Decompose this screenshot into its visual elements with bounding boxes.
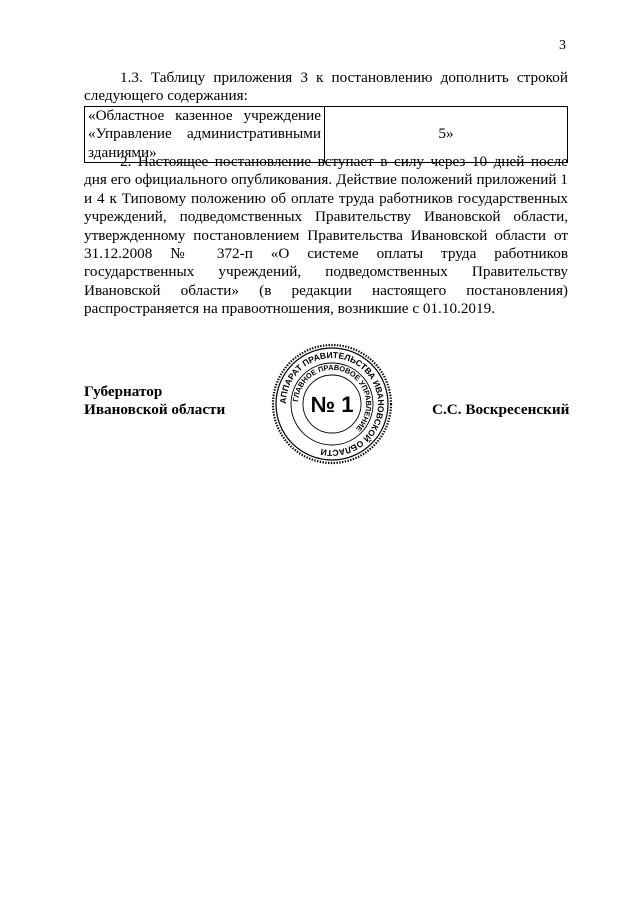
signer-name: С.С. Воскресенский [432, 401, 570, 418]
signer-position-line2: Ивановской области [84, 401, 226, 419]
page-number: 3 [559, 38, 566, 53]
signer-position [84, 383, 225, 420]
official-seal [270, 342, 394, 466]
seal-outer-text: АППАРАТ ПРАВИТЕЛЬСТВА ИВАНОВСКОЙ ОБЛАСТИ [277, 349, 387, 459]
seal-center-text: № 1 [310, 392, 354, 417]
table-cell-value: 5» [325, 107, 568, 163]
seal-inner-text: ГЛАВНОЕ ПРАВОВОЕ УПРАВЛЕНИЕ [291, 362, 374, 434]
section-1-3-paragraph: 1.3. Таблицу приложения 3 к постановлению дополнить строкой следующего содержания: [84, 69, 568, 105]
table-cell-institution-name: «Областное казенное учреждение «Управление административными зданиями» [85, 107, 325, 163]
section-2-paragraph: 2. Настоящее постановление вступает в силу через 10 дней после дня его официального опубликования. Действие положений приложений 1 и 4 к Типовому положению об оплате труда работников государственных учреждений, подведомственных Правительству Ивановской области, утвержденному постановлением Правительства Ивановской области от 31.12.2008 № 372-п «О системе оплаты труда работников государственных учреждений, подведомственных Правительству Ивановской области» (в редакции настоящего постановления) распространяется на правоотношения, возникшие с 01.10.2019. [84, 153, 568, 318]
signer-position-line1: Губернатор [84, 383, 163, 400]
